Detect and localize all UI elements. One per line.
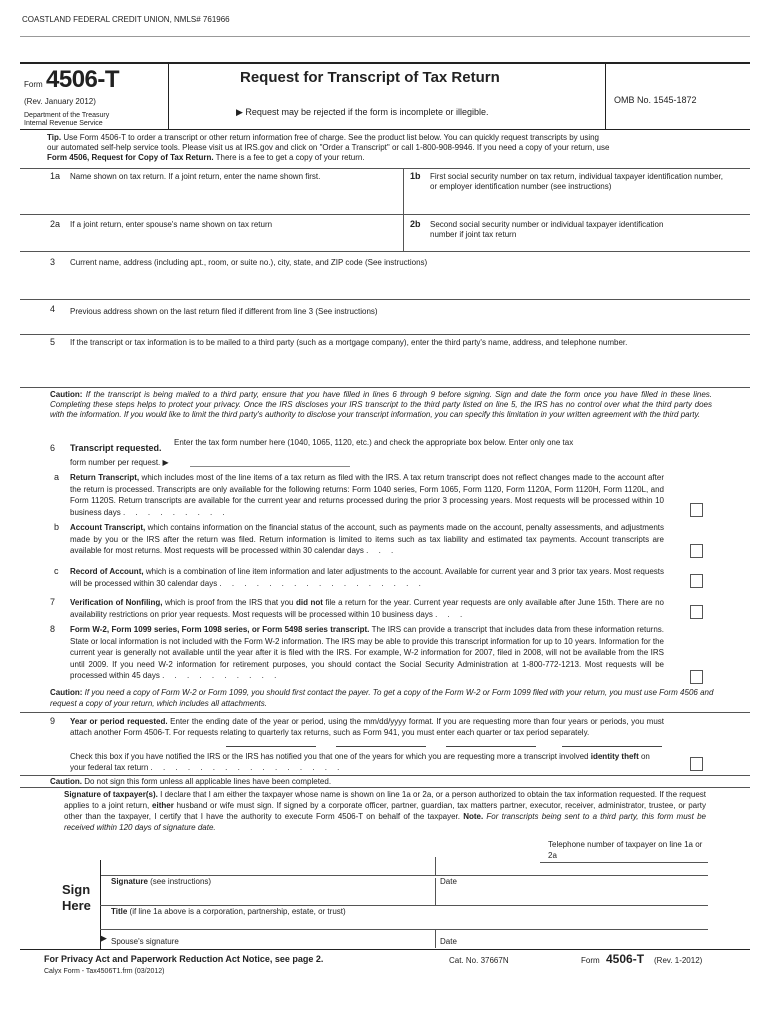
caution-third-party: Caution: If the transcript is being mailed to a third party, ensure that you have filled in lines 6 through 9 before signing. Sign and date the form once you have filled in these lines. Completing these steps helps to protect your privacy. Once the IRS discloses your IRS transcript to the third party listed on line 5, the IRS has no control over what the third party does with the information. If you would like to limit the third party's authority to disclose your transcript information, you can specify this limitation in your written agreement with the third party. <box>50 390 712 419</box>
omb-number: OMB No. 1545-1872 <box>614 95 697 105</box>
field-2b-label: Second social security number or individual taxpayer identification number if joint tax return <box>430 220 664 239</box>
rejection-warning: ▶ Request may be rejected if the form is incomplete or illegible. <box>236 107 489 117</box>
w2-transcript-text: Form W-2, Form 1099 series, Form 1098 series, or Form 5498 series transcript. The IRS can provide a transcript that includes data from these information returns. State or local information is not included with the Form W-2 information. The IRS may be able to provide this transcript information for up to 10 years. Information for the current year is generally not available until the year after it is filed with the IRS. For example, W-2 information for 2007, filed in 2008, will not be available from the IRS until 2009. If you need W-2 information for retirement purposes, you should contact the Social Security Administration at 1-800-772-1213. Most requests will be processed within 45 days . . . . . . . . . . <box>70 625 664 680</box>
sig-divider <box>435 878 436 905</box>
identity-theft-checkbox[interactable] <box>690 757 703 771</box>
agency: Internal Revenue Service <box>24 120 103 127</box>
sign-here: Sign Here <box>62 882 91 913</box>
account-transcript-text: Account Transcript, which contains information on the financial status of the account, such as payments made on the account, penalty assessments, and adjustments made by you or the IRS after the return was filed. Return information is limited to items such as tax liability and estimated tax payments. Account transcripts are available for most returns. Most requests will be processed within 30 calendar days . . . <box>70 523 665 555</box>
year-requested-text: Year or period requested. Enter the ending date of the year or period, using the mm/dd/yyyy format. If you are requesting more than four years or periods, you must attach another Form 4506-T. For requests relating to quarterly tax returns, such as Form 941, you must enter each quarter or tax period separately. <box>70 717 665 737</box>
row-rule <box>20 387 750 388</box>
year-input-1[interactable] <box>226 737 316 747</box>
field-1a-input[interactable] <box>70 186 395 210</box>
field-1b-label: First social security number on tax return, individual taxpayer identification number, or employer identification number (see instructions) <box>430 172 724 191</box>
year-input-4[interactable] <box>562 737 662 747</box>
line-number: 8 <box>50 624 56 634</box>
line-number: 1a <box>50 171 61 181</box>
signature-rule <box>100 905 708 906</box>
credit-union-header: COASTLAND FEDERAL CREDIT UNION, NMLS# 761966 <box>22 15 230 24</box>
line-number: 9 <box>50 716 56 726</box>
line-letter: a <box>54 472 60 482</box>
line-number: 3 <box>50 257 56 267</box>
line-letter: b <box>54 522 60 532</box>
return-transcript-checkbox[interactable] <box>690 503 703 517</box>
field-4-label: Previous address shown on the last return filed if different from line 3 (See instructions) <box>70 307 378 316</box>
arrow-right-icon: ▶ <box>236 107 246 117</box>
line-6-text-2: form number per request. ▶ <box>70 458 169 467</box>
title-input[interactable] <box>111 917 701 927</box>
row-rule <box>20 168 750 169</box>
identity-theft-text: Check this box if you have notified the IRS or the IRS has notified you that one of the years for which you are requesting more a transcript involved identity theft on your federal tax return . . . . . . . . . . . . . . . . <box>70 752 650 772</box>
signature-input[interactable] <box>111 886 431 902</box>
record-of-account-text: Record of Account, which is a combination of line item information and later adjustments to the account. Available for current year and 3 prior tax years. Most requests will be processed within 30 calendar days . . . . . . . . . . . . . . . . . <box>70 567 664 588</box>
spouse-signature-label: Spouse's signature <box>111 937 179 946</box>
field-5-label: If the transcript or tax information is to be mailed to a third party (such as a mortgage company), enter the third party's name, address, and telephone number. <box>70 338 628 347</box>
footer-form-word: Form <box>581 956 600 965</box>
field-3-label: Current name, address (including apt., room, or suite no.), city, state, and ZIP code (See instructions) <box>70 258 428 267</box>
date-input[interactable] <box>440 886 560 902</box>
line-number: 5 <box>50 337 56 347</box>
row-rule <box>20 787 750 788</box>
title-label: Title (if line 1a above is a corporation, partnership, estate, or trust) <box>111 907 346 916</box>
record-of-account-checkbox[interactable] <box>690 574 703 588</box>
line-number: 2a <box>50 219 61 229</box>
signature-declaration: Signature of taxpayer(s). I declare that I am either the taxpayer whose name is shown on line 1a or 2a, or a person authorized to obtain the tax information requested. If the request applies to a joint return, either husband or wife must sign. If signed by a corporate officer, partner, guardian, tax matters partner, executor, receiver, administrator, trustee, or party other than the taxpayer, I certify that I have the authority to execute Form 4506-T on behalf of the taxpayer. Note. For transcripts being sent to a third party, this form must be received within 120 days of signature date. <box>64 790 706 832</box>
return-transcript-text: Return Transcript, which includes most of the line items of a tax return as filed with the IRS. A tax return transcript does not reflect changes made to the account after the return is processed. Transcripts are only available for the following returns: Form 1040 series, Form 1065, Form 1120, Form 1120A, Form 1120H, Form 1120L, and Form 1120S. Return transcripts are available for the current year and returns processed during the prior 3 processing years. Most requests will be processed within 10 business days . . . . . . . . . <box>70 473 664 517</box>
line-letter: c <box>54 566 59 576</box>
signature-label: Signature (see instructions) <box>111 877 212 886</box>
field-3-input[interactable] <box>70 272 720 297</box>
line-6-label: Transcript requested. <box>70 443 162 453</box>
form-title: Request for Transcript of Tax Return <box>240 69 500 86</box>
account-transcript-checkbox[interactable] <box>690 544 703 558</box>
col-divider <box>403 168 404 214</box>
line-6-text: Enter the tax form number here (1040, 1065, 1120, etc.) and check the appropriate box below. Enter only one tax <box>174 438 574 447</box>
caution-w2: Caution: If you need a copy of Form W-2 or Form 1099, you should first contact the payer. To get a copy of the Form W-2 or Form 1099 filed with your return, you must use Form 4506 and request a copy of your return, which includes all attachments. <box>50 688 714 708</box>
form-number: 4506-T <box>46 66 120 93</box>
nonfiling-checkbox[interactable] <box>690 605 703 619</box>
field-5-input[interactable] <box>70 360 720 385</box>
row-rule <box>20 712 750 713</box>
footer-revision: (Rev. 1-2012) <box>654 956 703 965</box>
revision: (Rev. January 2012) <box>24 97 96 106</box>
sig-divider <box>435 857 436 875</box>
caution-signing: Caution. Do not sign this form unless all applicable lines have been completed. <box>50 777 332 786</box>
footer-form-number: 4506-T <box>606 952 645 966</box>
year-input-3[interactable] <box>446 737 536 747</box>
row-rule <box>20 334 750 335</box>
form-word: Form <box>24 80 43 89</box>
header-divider-right <box>605 63 606 129</box>
row-rule <box>20 214 750 215</box>
arrow-right-icon: ▶ <box>162 458 169 467</box>
privacy-notice: For Privacy Act and Paperwork Reduction Act Notice, see page 2. <box>44 954 324 964</box>
signature-rule <box>100 875 708 876</box>
date-label: Date <box>440 877 457 886</box>
signature-rule <box>100 929 708 930</box>
tax-form-number-input[interactable] <box>190 455 350 467</box>
field-2a-label: If a joint return, enter spouse's name shown on tax return <box>70 220 273 229</box>
line-number: 6 <box>50 443 56 453</box>
field-4-input[interactable] <box>70 320 720 332</box>
year-input-2[interactable] <box>336 737 426 747</box>
w2-transcript-checkbox[interactable] <box>690 670 703 684</box>
field-1a-label: Name shown on tax return. If a joint return, enter the name shown first. <box>70 172 321 181</box>
nonfiling-text: Verification of Nonfiling, which is proof from the IRS that you did not file a return for the year. Current year requests are only available after June 15th. There are no availability restrictions on prior year requests. Most requests will be processed within 10 business days . . . <box>70 598 664 619</box>
calyx-form-id: Calyx Form - Tax4506T1.frm (03/2012) <box>44 968 165 975</box>
department: Department of the Treasury <box>24 112 110 119</box>
top-divider <box>20 36 750 37</box>
row-rule <box>20 251 750 252</box>
catalog-number: Cat. No. 37667N <box>449 956 509 965</box>
telephone-input[interactable] <box>548 863 708 873</box>
line-number: 7 <box>50 597 56 607</box>
line-number: 1b <box>410 171 421 181</box>
header-bottom-rule <box>20 129 750 130</box>
row-rule <box>20 775 750 776</box>
spouse-date-label: Date <box>440 937 457 946</box>
arrow-right-icon: ▶ <box>100 933 107 943</box>
line-number: 4 <box>50 304 56 314</box>
tip: Tip. Use Form 4506-T to order a transcript or other return information free of charge. See the product list below. You can quickly request transcripts by using our automated self-help service tools. Please visit us at IRS.gov and click on "Order a Transcript" or call 1-800-908-9946. If you need a copy of your return, use Form 4506, Request for Copy of Tax Return. There is a fee to get a copy of your return. <box>47 133 610 162</box>
header-top-rule <box>20 62 750 64</box>
telephone-label: Telephone number of taxpayer on line 1a or 2a <box>548 840 703 860</box>
line-number: 2b <box>410 219 421 229</box>
field-1b-input[interactable] <box>430 201 730 213</box>
footer-rule <box>20 949 750 950</box>
sig-divider <box>435 930 436 948</box>
row-rule <box>20 299 750 300</box>
field-2a-input[interactable] <box>70 232 395 249</box>
col-divider <box>403 214 404 251</box>
header-divider-left <box>168 63 169 129</box>
